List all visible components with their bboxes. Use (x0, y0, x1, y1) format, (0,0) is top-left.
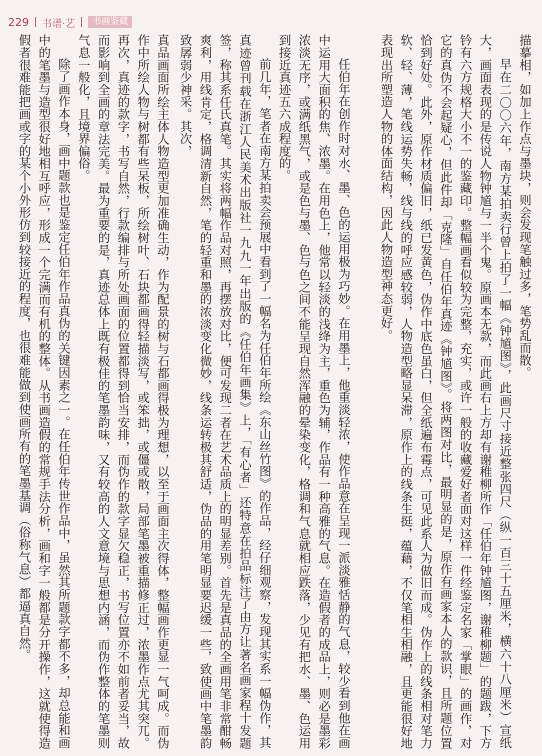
article-body (8, 34, 534, 749)
text-band-middle (178, 34, 353, 749)
page-number: 229 (8, 15, 29, 29)
header-divider (81, 17, 82, 27)
paragraph: 除了画作本身，画中题款也是鉴定任伯年作品真伪的关键因素之一。在任伯年传世作品中，虽然其所题款字都不多，却总能和画中的笔墨与造型很好地相互呼应，形成一个完满而有机的整体。从书画造假的常规手法分析，画和字一般都是分开操作，这就使得造假者很难能把画或字的某个小外形仿到较接近的程度，也很难能做到使画所有的笔墨基调（俗称气息）都逼真自然。 (17, 34, 72, 749)
section-label: 书画鉴藏 (88, 16, 132, 28)
paragraph: 早在二〇〇六年，南方某拍卖行曾上拍了一幅《钟馗图》，此画尺寸接近整张四尺（纵一百三十五厘米，横六十八厘米）宣纸大，画面表现的是传说人物钟馗与一半个鬼。原画本无款，而此画右上方却有谢稚柳所作「任伯年钟馗图，谢稚柳题」的题跋，下方钤有六方规格大小不一的鉴藏印。整幅画看似较为完整，充实，或许一般的收藏爱好者面对这样一件经鉴定名家「掌眼」的画作，对它的真伪不会起疑心，但此件却「克隆」自任伯年真迹《钟馗图》。将两图对比，最明显的是，原作有画家本人的款识，且所题位置恰到好处。此外，原作材质偏旧，纸已发黄色，伪作中底色虽白，但全纸遍布霉点，可见此系人为做旧而成。伪作上的线条相对笔力软、轻、薄，笔线运势失畅，线与线的呼应感较弱，人物造型略显呆滞，原作上的线条生挺，蕴藉，不仅笔相生相融，且更能很好地表现出所塑造人物的体面结构，因此人物造型神态更好。 (379, 34, 513, 749)
paragraph: 任伯年在创作时对水、墨、色的运用极为巧妙。在用墨上，他重淡轻浓，使作品意在呈现一派淡雅恬静的气息，较少看到他在画中运用大面积的焦、浓墨。在用色上，他常以轻淡的浅绛为主，重色为辅，作品有一种高雅的气息。在造假者的成品上，则必是墨彩浓淡无序，或满纸黑气，或是色与墨、色与色之间不能呈现自然浑融的晕染变化，格调和气息就相应跌落，少见有把水、墨、色运用到接近真迹五六成程度的。 (277, 34, 351, 749)
text-band-right (370, 34, 534, 749)
page-header (8, 14, 132, 30)
paragraph: 描摹相，如加上作点与墨块，则会发现笔触过多，笔势乱而散。 (518, 34, 532, 379)
paragraph: 真品画面所绘主体人物造型更加准确生动，作为配景的树与石都画得极为理想，以至于画面主次得体，整幅画作更显一气呵成。而伪作中所绘人物与树都有些呆板，所绘树叶、石块都画得轻描淡写，或笨拙，或僵或散，局部笔墨被重描修正过，浓墨作点尤其突兀。再次，真迹的款字，书写自然，行款编排与所处画面的位置都得到恰当安排，而伪作的款字显欠稳正，书写位置亦不如前者妥当，故而影响到全画的章法完美。最为重要的是，真迹总体上既有极佳的笔墨韵味，又有较高的人文意境与思想内涵，而伪作整体的笔墨则气息一般化，且境界偏俗。 (76, 34, 170, 749)
magazine-name: 书谱·艺 (42, 18, 76, 30)
paragraph: 前几年，笔者在南方某拍卖会预展中看到了一幅名为任伯年所绘《东山丝竹图》的作品，经仔细观察，发现其实系一幅伪作，其真迹曾刊载在浙江人民美术出版社一九九一年出版的《任伯年画集》上，「有心者」还特意在拍品标注了由方让著名画家程十发题签，称其系任氏真笔。其实将两幅作品对照，再摆放对比，便可发现二者在艺术品质上的明显差别。首先是真品的全画用笔非常酣畅爽利，用线肯定，格调清新自然，笔的轻重和墨的浓淡变化微妙，线条运转极其舒适，伪品的用笔明显要迟缓一些，致使画中笔墨韵致孱弱少神采。其次， (178, 34, 272, 749)
header-divider (35, 17, 36, 27)
text-band-left (8, 34, 172, 749)
